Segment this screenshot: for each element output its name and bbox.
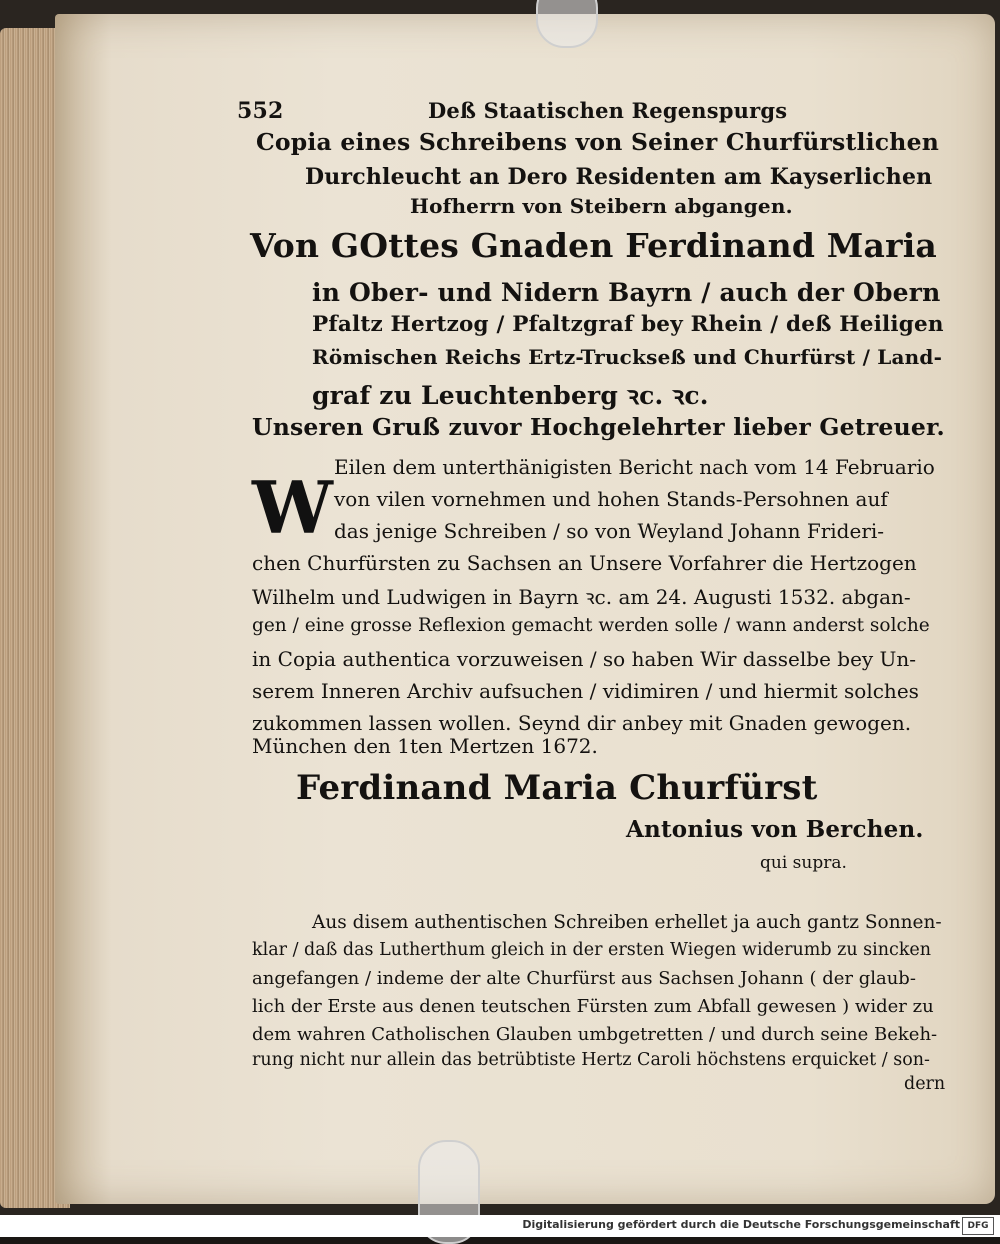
letter-line-5: Wilhelm und Ludwigen in Bayrn ꝛc. am 24. Augusti 1532. abgan- [252, 585, 911, 609]
commentary-line-1: Aus disem authentischen Schreiben erhellet ja auch gantz Sonnen- [312, 912, 942, 933]
heading-line-2: Durchleucht an Dero Residenten am Kayserlichen [305, 164, 933, 190]
running-title: Deß Staatischen Regenspurgs [428, 98, 788, 123]
title-line-1: Von GOttes Gnaden Ferdinand Maria [250, 226, 938, 265]
letter-line-8: serem Inneren Archiv aufsuchen / vidimiren / und hiermit solches [252, 679, 919, 703]
letter-line-9: zukommen lassen wollen. Seynd dir anbey mit Gnaden gewogen. [252, 711, 912, 735]
commentary-line-2: klar / daß das Lutherthum gleich in der ersten Wiegen widerumb zu sincken [252, 940, 932, 960]
title-line-4: Römischen Reichs Ertz-Truckseß und Churfürst / Land- [312, 345, 943, 369]
commentary-line-4: lich der Erste aus denen teutschen Fürsten zum Abfall gewesen ) wider zu [252, 996, 934, 1017]
commentary-line-3: angefangen / indeme der alte Churfürst aus Sachsen Johann ( der glaub- [252, 968, 916, 989]
signature: Ferdinand Maria Churfürst [296, 768, 818, 808]
letter-line-2: von vilen vornehmen und hohen Stands-Persohnen auf [334, 487, 888, 511]
title-line-5: graf zu Leuchtenberg ꝛc. ꝛc. [312, 381, 709, 410]
commentary-line-6: rung nicht nur allein das betrübtiste Hertz Caroli höchstens erquicket / son- [252, 1050, 930, 1070]
greeting-line: Unseren Gruß zuvor Hochgelehrter lieber Getreuer. [252, 413, 945, 441]
countersignature-note: qui supra. [760, 853, 847, 873]
letter-line-1: Eilen dem unterthänigisten Bericht nach vom 14 Februario [334, 455, 935, 479]
countersignature: Antonius von Berchen. [626, 816, 924, 843]
dfg-logo: DFG [962, 1217, 994, 1235]
letter-line-3: das jenige Schreiben / so von Weyland Johann Frideri- [334, 519, 885, 543]
letter-line-4: chen Churfürsten zu Sachsen an Unsere Vorfahrer die Hertzogen [252, 551, 917, 575]
funding-credit: Digitalisierung gefördert durch die Deutsche Forschungsgemeinschaft [522, 1218, 960, 1231]
footer-bar [0, 1215, 1000, 1237]
heading-line-3: Hofherrn von Steibern abgangen. [410, 194, 793, 218]
page-clip-top [536, 0, 598, 48]
letter-line-6: gen / eine grosse Reflexion gemacht werden solle / wann anderst solche [252, 615, 930, 636]
catchword: dern [904, 1074, 946, 1094]
title-line-3: Pfaltz Hertzog / Pfaltzgraf bey Rhein / deß Heiligen [312, 312, 944, 337]
page-number: 552 [237, 98, 284, 124]
heading-line-1: Copia eines Schreibens von Seiner Churfürstlichen [256, 128, 940, 156]
letter-line-10: München den 1ten Mertzen 1672. [252, 734, 598, 758]
commentary-line-5: dem wahren Catholischen Glauben umbgetretten / und durch seine Bekeh- [252, 1024, 938, 1045]
letter-line-7: in Copia authentica vorzuweisen / so haben Wir dasselbe bey Un- [252, 647, 917, 671]
show-through-text [260, 790, 268, 816]
title-line-2: in Ober- und Nidern Bayrn / auch der Obern [312, 278, 941, 307]
drop-capital: W [252, 465, 333, 550]
